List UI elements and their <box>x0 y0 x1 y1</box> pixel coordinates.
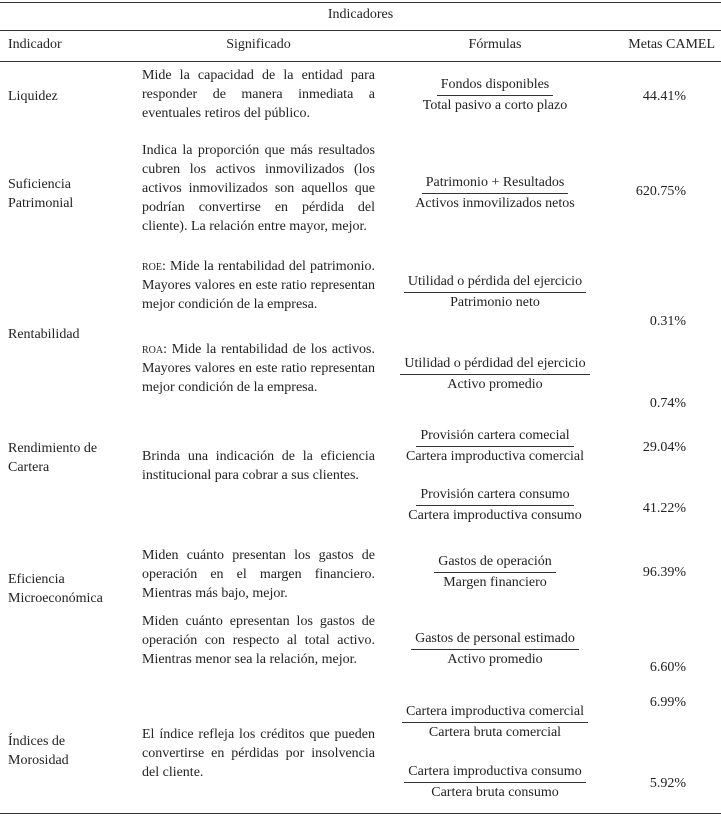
denominator: Cartera bruta consumo <box>431 785 559 800</box>
numerator: Patrimonio + Resultados <box>422 173 569 194</box>
numerator: Utilidad o pérdida del ejercicio <box>404 272 586 293</box>
numerator: Fondos disponibles <box>437 75 554 96</box>
formula-morosidad-2 <box>385 762 605 802</box>
formula-liquidez <box>385 75 605 115</box>
value-morosidad-1: 6.99% <box>649 695 686 710</box>
formula-rendimiento-2 <box>385 485 605 525</box>
header-significado: Significado <box>226 37 291 52</box>
value-roe: 0.31% <box>649 314 686 329</box>
desc-morosidad: El índice refleja los créditos que pueden convertirse en pérdidas por insolvencia del cliente. <box>142 727 375 780</box>
formula-morosidad-1 <box>385 702 605 742</box>
label-line: Patrimonial <box>8 195 74 211</box>
row-label-rendimiento <box>8 440 97 477</box>
desc-suficiencia: Indica la proporción que más resultados cubren los activos inmovilizados (los activos inmovilizados son aquellos que podrían convertirse en pérdida del cliente). La relación entre mayor, mejor. <box>142 143 375 234</box>
value-suficiencia: 620.75% <box>635 184 686 199</box>
label-line: Microeconómica <box>8 590 103 606</box>
row-label-morosidad <box>8 733 69 770</box>
numerator: Gastos de personal estimado <box>411 629 579 650</box>
label-line: Suficiencia <box>8 177 71 192</box>
label-line: Rendimiento de <box>8 441 98 456</box>
denominator: Patrimonio neto <box>450 295 540 310</box>
desc-rendimiento: Brinda una indicación de la eficiencia institucional para cobrar a sus clientes. <box>142 449 375 483</box>
value-liquidez: 44.41% <box>642 89 686 104</box>
header-rule <box>0 61 721 62</box>
desc-liquidez: Mide la capacidad de la entidad para responder de manera inmediata a eventuales retiros del público. <box>142 68 375 121</box>
denominator: Activo promedio <box>447 377 543 392</box>
formula-roa <box>385 354 605 394</box>
label-line: Cartera <box>8 459 50 475</box>
formula-roe <box>385 272 605 312</box>
denominator: Cartera bruta comercial <box>428 725 562 740</box>
table-top-rule <box>0 2 721 3</box>
roa-text: : Mide la rentabilidad de los activos. Mayores valores en este ratio representan mejor condición de la empresa. <box>142 342 375 395</box>
table-title: Indicadores <box>327 7 394 22</box>
numerator: Cartera improductiva comercial <box>402 702 588 723</box>
formula-suficiencia <box>385 173 605 213</box>
table-bottom-rule <box>0 813 721 814</box>
value-eficiencia-1: 96.39% <box>642 565 686 580</box>
denominator: Total pasivo a corto plazo <box>422 98 568 113</box>
desc-eficiencia-1: Miden cuánto presentan los gastos de operación en el margen financiero. Mientras más bajo, mejor. <box>142 548 375 601</box>
denominator: Margen financiero <box>443 575 547 590</box>
denominator: Activos inmovilizados netos <box>415 196 575 211</box>
value-rendimiento-1: 29.04% <box>642 440 686 455</box>
denominator: Activo promedio <box>447 652 543 667</box>
header-indicador: Indicador <box>8 37 62 52</box>
label-line: Morosidad <box>8 752 69 768</box>
title-rule <box>0 30 721 31</box>
numerator: Provisión cartera comecial <box>416 426 573 447</box>
formula-eficiencia-1 <box>385 552 605 592</box>
label-line: Índices de <box>8 734 66 749</box>
desc-eficiencia-2: Miden cuánto epresentan los gastos de operación con respecto al total activo. Mientras menor sea la relación, mejor. <box>142 614 375 667</box>
header-formulas: Fórmulas <box>468 37 522 52</box>
numerator: Cartera improductiva consumo <box>404 762 585 783</box>
denominator: Cartera improductiva consumo <box>408 508 582 523</box>
numerator: Gastos de operación <box>434 552 556 573</box>
value-rendimiento-2: 41.22% <box>642 501 686 516</box>
desc-roe <box>142 257 375 314</box>
roe-text: : Mide la rentabilidad del patrimonio. Mayores valores en este ratio representan mejor condición de la empresa. <box>142 259 375 312</box>
formula-eficiencia-2 <box>385 629 605 669</box>
numerator: Provisión cartera consumo <box>416 485 573 506</box>
row-label-rentabilidad: Rentabilidad <box>8 327 80 342</box>
roe-abbr: roe <box>142 259 162 274</box>
row-label-suficiencia <box>8 176 73 213</box>
formula-rendimiento-1 <box>385 426 605 466</box>
value-roa: 0.74% <box>649 396 686 411</box>
row-label-liquidez: Liquidez <box>8 89 58 104</box>
row-label-eficiencia <box>8 571 103 608</box>
numerator: Utilidad o pérdidad del ejercicio <box>400 354 589 375</box>
header-metas: Metas CAMEL <box>628 37 715 52</box>
value-morosidad-2: 5.92% <box>649 776 686 791</box>
desc-roa <box>142 340 375 397</box>
roa-abbr: roa <box>142 342 164 357</box>
label-line: Eficiencia <box>8 572 65 587</box>
denominator: Cartera improductiva comercial <box>405 449 585 464</box>
value-eficiencia-2: 6.60% <box>649 660 686 675</box>
